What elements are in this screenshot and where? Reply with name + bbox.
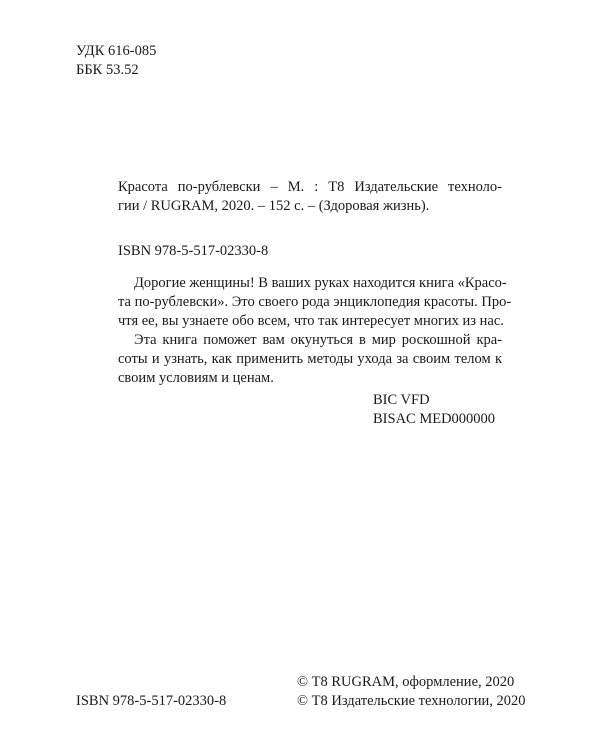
bic-code: BIC VFD — [373, 392, 430, 408]
subject-codes — [373, 391, 495, 429]
isbn-footer — [76, 692, 226, 711]
classification-codes — [76, 42, 156, 80]
annotation-line: своим условиям и ценам. — [118, 370, 274, 386]
copyright-notices — [297, 673, 526, 711]
bibliographic-citation — [118, 178, 502, 216]
udk-code: УДК 616-085 — [76, 43, 157, 59]
isbn-text: ISBN 978-5-517-02330-8 — [118, 243, 269, 259]
copyright-line: © Т8 Издательские технологии, 2020 — [297, 693, 526, 709]
bbk-code: ББК 53.52 — [76, 62, 139, 78]
annotation — [118, 274, 512, 388]
annotation-line: Дорогие женщины! В ваших руках находится книга «Красо- — [134, 275, 507, 291]
citation-line: гии / RUGRAM, 2020. – 152 с. – (Здоровая жизнь). — [118, 198, 430, 214]
annotation-line: чтя ее, вы узнаете обо всем, что так интересует многих из нас. — [118, 313, 504, 329]
annotation-line: та по-рублевски». Это своего рода энциклопедия красоты. Про- — [118, 294, 512, 310]
citation-line: Красота по-рублевски – М. : Т8 Издательские техноло- — [118, 179, 502, 195]
isbn-footer-text: ISBN 978-5-517-02330-8 — [76, 693, 227, 709]
bisac-code: BISAC MED000000 — [373, 411, 496, 427]
annotation-line: Эта книга поможет вам окунуться в мир роскошной кра- — [134, 332, 502, 348]
copyright-line: © Т8 RUGRAM, оформление, 2020 — [297, 674, 515, 690]
isbn-main — [118, 242, 268, 261]
annotation-line: соты и узнать, как применить методы ухода за своим телом к — [118, 351, 502, 367]
